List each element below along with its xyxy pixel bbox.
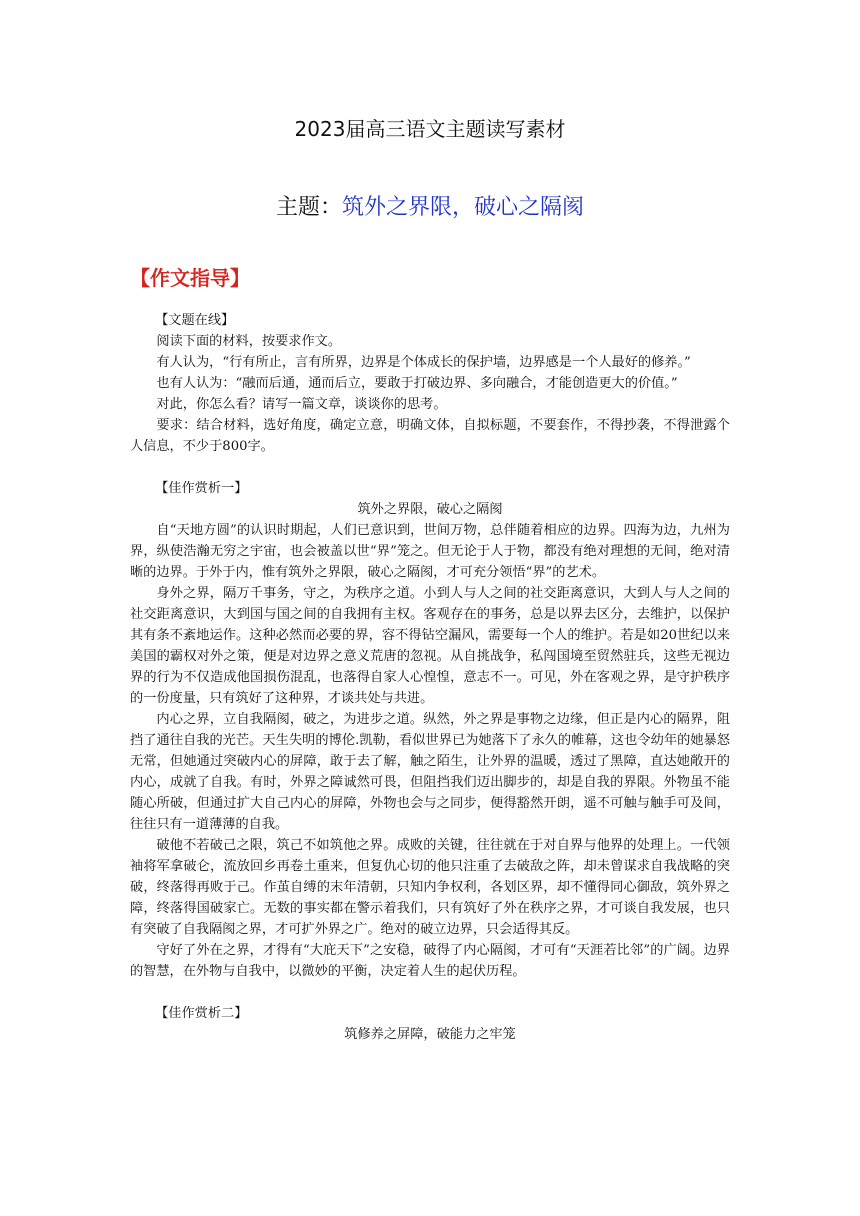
- prompt-paragraph: 有人认为，“行有所止，言有所界，边界是个体成长的保护墙，边界感是一个人最好的修养。”: [156, 355, 691, 370]
- prompt-paragraph: 阅读下面的材料，按要求作文。: [156, 334, 342, 349]
- essay1-paragraph: 内心之界，立自我隔阂，破之，为进步之道。纵然，外之界是事物之边缘，但正是内心的隔界，阻挡了通往自我的光芒。天生失明的博伦.凯勒，看似世界已为她落下了永久的帷幕，这也令幼年的她暴怒无常，但她通过突破内心的屏障，敢于去了解，触之陌生，让外界的温暖，透过了黑障，直达她敞开的内心，成就了自我。有时，外界之障诚然可畏，但阻挡我们迈出脚步的，却是自我的界限。外物虽不能随心所破，但通过扩大自己内心的屏障，外物也会与之同步，便得豁然开朗，遥不可触与触手可及间，往往只有一道薄薄的自我。: [130, 712, 730, 832]
- essay1-paragraph: 自“天地方圆”的认识时期起，人们已意识到，世间万物，总伴随着相应的边界。四海为边，九州为界，纵使浩瀚无穷之宇宙，也会被盖以世“界”笼之。但无论于人于物，都没有绝对理想的无间，绝对清晰的边界。于外于内，惟有筑外之界限，破心之隔阂，才可充分领悟“界”的艺术。: [130, 523, 730, 580]
- prompt-paragraph: 对此，你怎么看？请写一篇文章，谈谈你的思考。: [156, 397, 447, 412]
- guide-heading: 【作文指导】: [130, 266, 250, 290]
- essay2-title: 筑修养之屏障，破能力之牢笼: [344, 1027, 516, 1042]
- theme-label: 主题：: [275, 195, 342, 220]
- essay1-paragraph: 守好了外在之界，才得有“大庇天下”之安稳，破得了内心隔阂，才可有“天涯若比邻”的广阔。边界的智慧，在外物与自我中，以微妙的平衡，决定着人生的起伏历程。: [130, 943, 730, 979]
- prompt-heading: 【文题在线】: [155, 313, 235, 328]
- essay1-paragraph: 身外之界，隔万千事务，守之，为秩序之道。小到人与人之间的社交距离意识，大到人与人之间的社交距离意识，大到国与国之间的自我拥有主权。客观存在的事务，总是以界去区分，去维护，以保护其有条不紊地运作。这种必然而必要的界，容不得钻空漏风，需要每一个人的维护。若是如20世纪以来美国的霸权对外之策，便是对边界之意义荒唐的忽视。从自挑战争，私闯国境至贸然驻兵，这些无视边界的行为不仅造成他国损伤混乱，也落得自家人心惶惶，意志不一。可见，外在客观之界，是守护秩序的一份度量，只有筑好了这种界，才谈共处与共进。: [130, 586, 730, 706]
- document-body: [130, 310, 730, 1045]
- prompt-paragraph: 也有人认为：“融而后通，通而后立，要敢于打破边界、多向融合，才能创造更大的价值。”: [156, 376, 678, 391]
- essay1-title: 筑外之界限，破心之隔阂: [357, 502, 503, 517]
- prompt-paragraph: 要求：结合材料，选好角度，确定立意，明确文体，自拟标题，不要套作，不得抄袭，不得泄露个人信息，不少于800字。: [130, 418, 730, 454]
- document-title: 2023届高三语文主题读写素材: [294, 117, 566, 141]
- theme-value: 筑外之界限，破心之隔阂: [342, 195, 585, 220]
- essay2-heading: 【佳作赏析二】: [155, 1006, 248, 1021]
- essay1-heading: 【佳作赏析一】: [155, 481, 248, 496]
- essay1-paragraph: 破他不若破己之限，筑己不如筑他之界。成败的关键，往往就在于对自界与他界的处理上。一代领袖将军拿破仑，流放回乡再卷土重来，但复仇心切的他只注重了去破敌之阵，却未曾谋求自我战略的突破，终落得再败于己。作茧自缚的末年清朝，只知内争权利，各划区界，却不懂得同心御敌，筑外界之障，终落得国破家亡。无数的事实都在警示着我们，只有筑好了外在秩序之界，才可谈自我发展，也只有突破了自我隔阂之界，才可扩外界之广。绝对的破立边界，只会适得其反。: [130, 838, 730, 937]
- theme-line: [0, 190, 860, 221]
